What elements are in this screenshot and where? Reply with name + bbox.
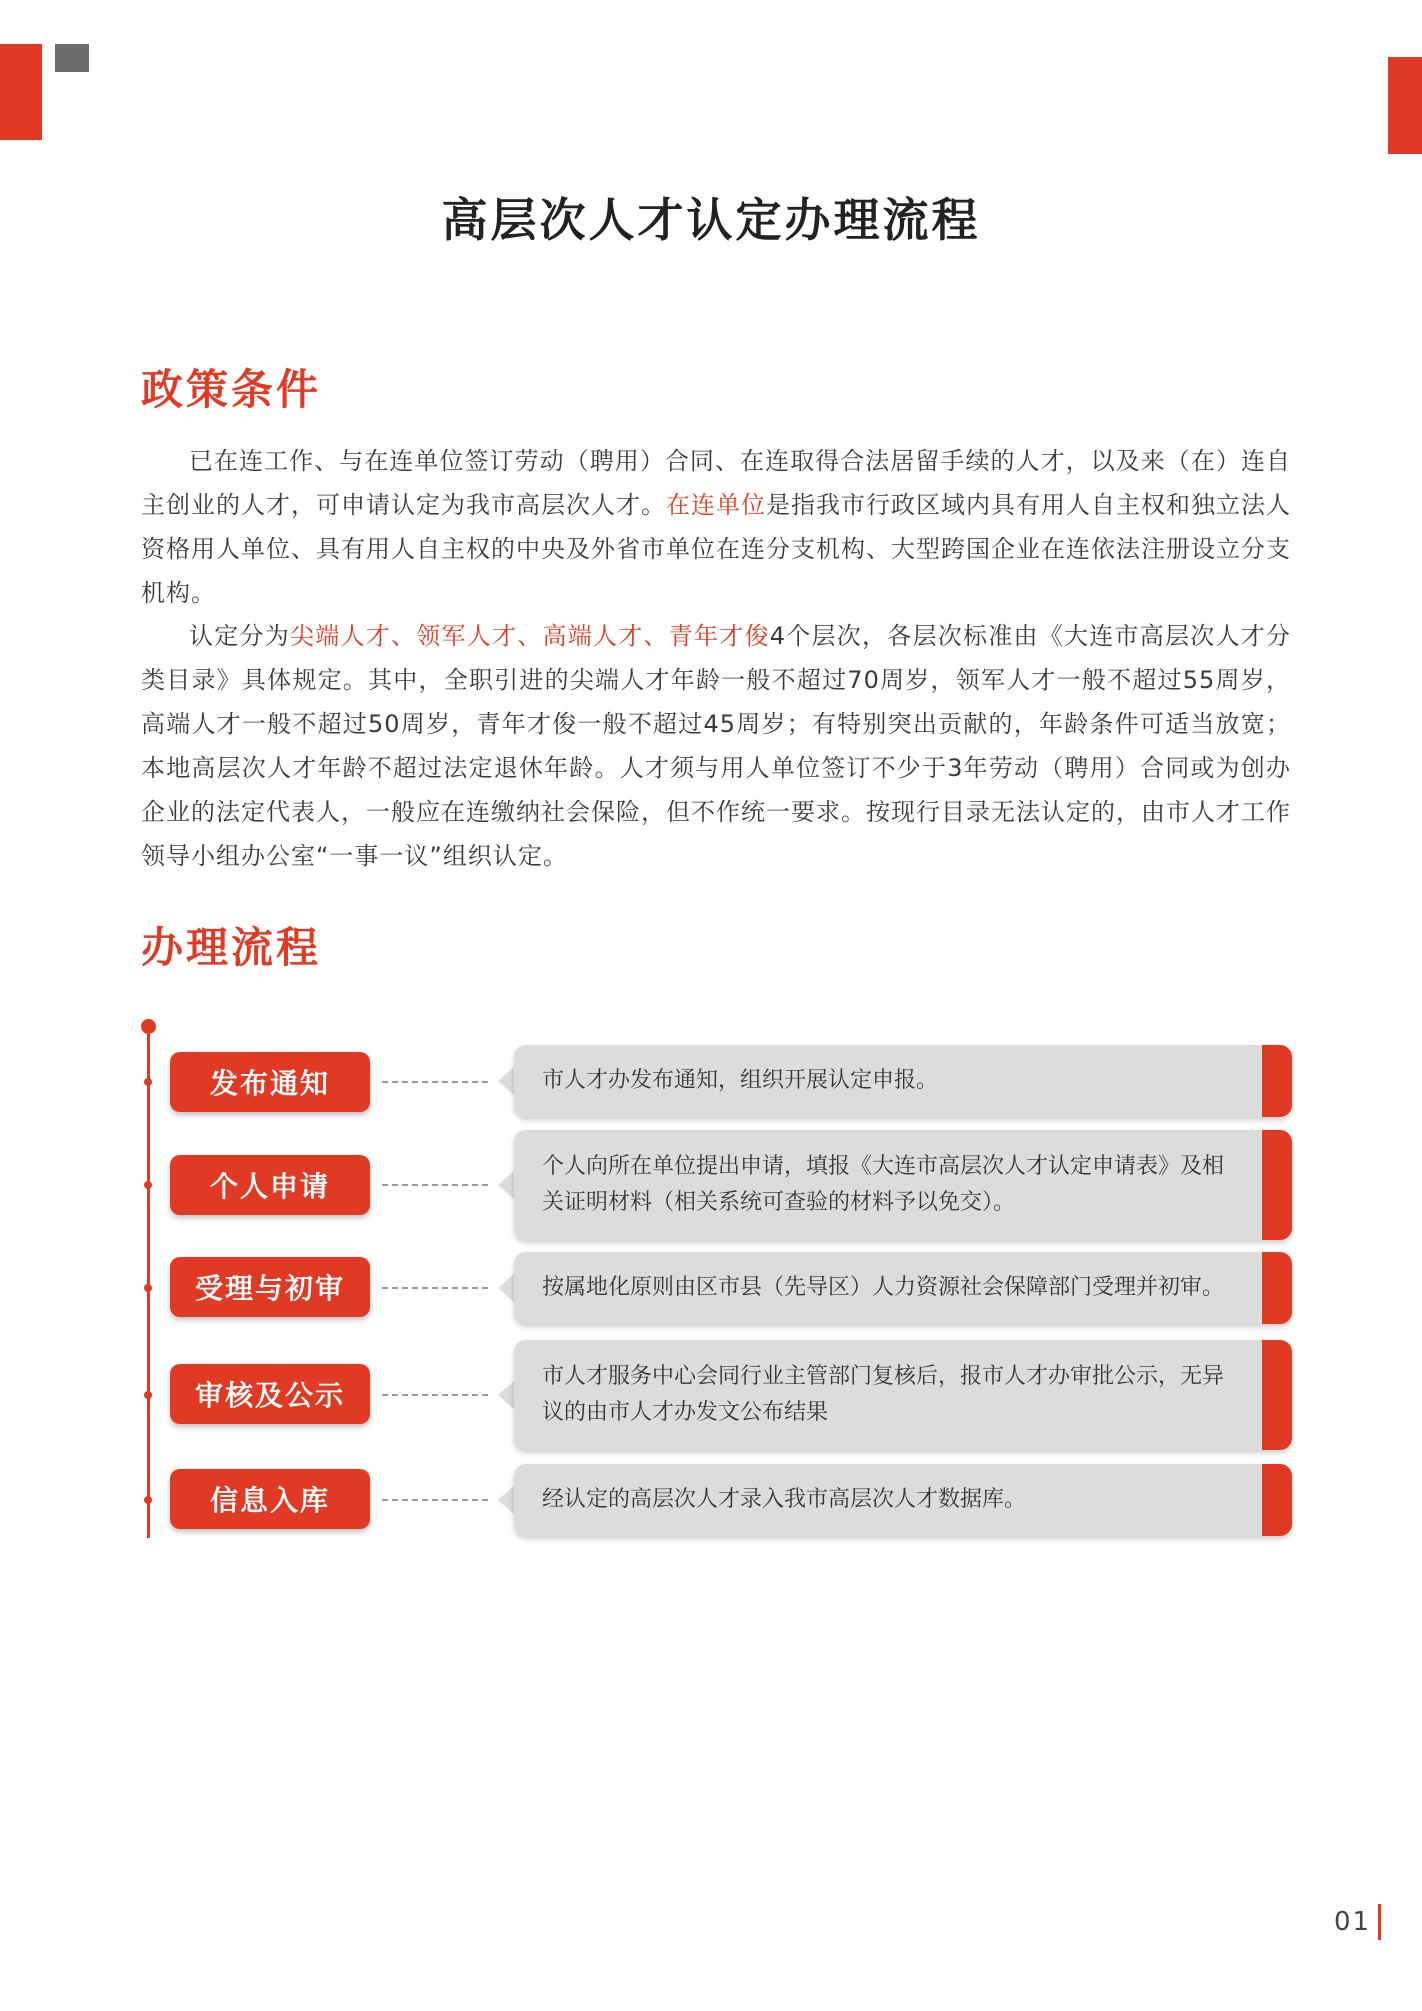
timeline-tick bbox=[144, 1391, 152, 1399]
corner-gray-block bbox=[55, 44, 89, 72]
timeline-tick bbox=[144, 1496, 152, 1504]
timeline-line bbox=[147, 1026, 150, 1538]
step-connector bbox=[382, 1499, 488, 1501]
page-number: 01 bbox=[1334, 1907, 1372, 1937]
policy-paragraph-1 bbox=[141, 439, 1291, 615]
step-label: 受理与初审 bbox=[170, 1257, 370, 1317]
step-box-accent-bar bbox=[1262, 1340, 1292, 1450]
para1-highlight: 在连单位 bbox=[666, 491, 766, 519]
step-box-accent-bar bbox=[1262, 1252, 1292, 1324]
step-description-box bbox=[514, 1252, 1292, 1324]
timeline-tick bbox=[144, 1078, 152, 1086]
step-box-accent-bar bbox=[1262, 1045, 1292, 1117]
page-number-bar bbox=[1378, 1904, 1381, 1940]
step-description-box bbox=[514, 1045, 1292, 1117]
timeline-tick bbox=[144, 1284, 152, 1292]
para2-text-a: 认定分为 bbox=[189, 622, 290, 650]
corner-red-block-right bbox=[1388, 57, 1422, 154]
timeline-tick bbox=[144, 1181, 152, 1189]
step-description: 按属地化原则由区市县（先导区）人力资源社会保障部门受理并初审。 bbox=[542, 1275, 1225, 1300]
step-box-accent-bar bbox=[1262, 1130, 1292, 1240]
para1-text-a: 已在连工作、与在连单位签订劳动（聘用）合同、在连取得合法居留手续的人才，以及来（在）连自主创业的人才，可申请认定为我市高层次人才。 bbox=[141, 447, 1291, 519]
step-description: 个人向所在单位提出申请，填报《大连市高层次人才认定申请表》及相关证明材料（相关系统可查验的材料予以免交）。 bbox=[542, 1154, 1225, 1215]
para1-text-b: 是指我市行政区域内具有用人自主权和独立法人资格用人单位、具有用人自主权的中央及外省市单位在连分支机构、大型跨国企业在连依法注册设立分支机构。 bbox=[141, 491, 1291, 607]
step-label: 审核及公示 bbox=[170, 1364, 370, 1424]
para2-text-b: 4个层次，各层次标准由《大连市高层次人才分类目录》具体规定。其中，全职引进的尖端人才年龄一般不超过70周岁，领军人才一般不超过55周岁，高端人才一般不超过50周岁，青年才俊一般不超过45周岁；有特别突出贡献的，年龄条件可适当放宽；本地高层次人才年龄不超过法定退休年龄。人才须与用人单位签订不少于3年劳动（聘用）合同或为创办企业的法定代表人，一般应在连缴纳社会保险，但不作统一要求。按现行目录无法认定的，由市人才工作领导小组办公室“一事一议”组织认定。 bbox=[141, 622, 1292, 870]
step-connector bbox=[382, 1184, 488, 1186]
para2-highlight: 尖端人才、领军人才、高端人才、青年才俊 bbox=[290, 622, 770, 650]
section-heading-process: 办理流程 bbox=[141, 923, 322, 972]
section-heading-policy: 政策条件 bbox=[141, 365, 322, 414]
step-description-box bbox=[514, 1340, 1292, 1450]
step-description-box bbox=[514, 1464, 1292, 1536]
policy-paragraph-2 bbox=[141, 614, 1291, 878]
step-description: 市人才服务中心会同行业主管部门复核后，报市人才办审批公示，无异议的由市人才办发文公布结果 bbox=[542, 1364, 1225, 1425]
step-label: 个人申请 bbox=[170, 1155, 370, 1215]
step-connector bbox=[382, 1394, 488, 1396]
step-description-box bbox=[514, 1130, 1292, 1240]
step-box-accent-bar bbox=[1262, 1464, 1292, 1536]
step-label: 发布通知 bbox=[170, 1052, 370, 1112]
step-connector bbox=[382, 1081, 488, 1083]
step-description: 市人才办发布通知，组织开展认定申报。 bbox=[542, 1068, 939, 1093]
step-connector bbox=[382, 1287, 488, 1289]
step-label: 信息入库 bbox=[170, 1469, 370, 1529]
page-title: 高层次人才认定办理流程 bbox=[441, 193, 981, 247]
corner-red-block-left bbox=[0, 44, 42, 140]
step-description: 经认定的高层次人才录入我市高层次人才数据库。 bbox=[542, 1487, 1027, 1512]
